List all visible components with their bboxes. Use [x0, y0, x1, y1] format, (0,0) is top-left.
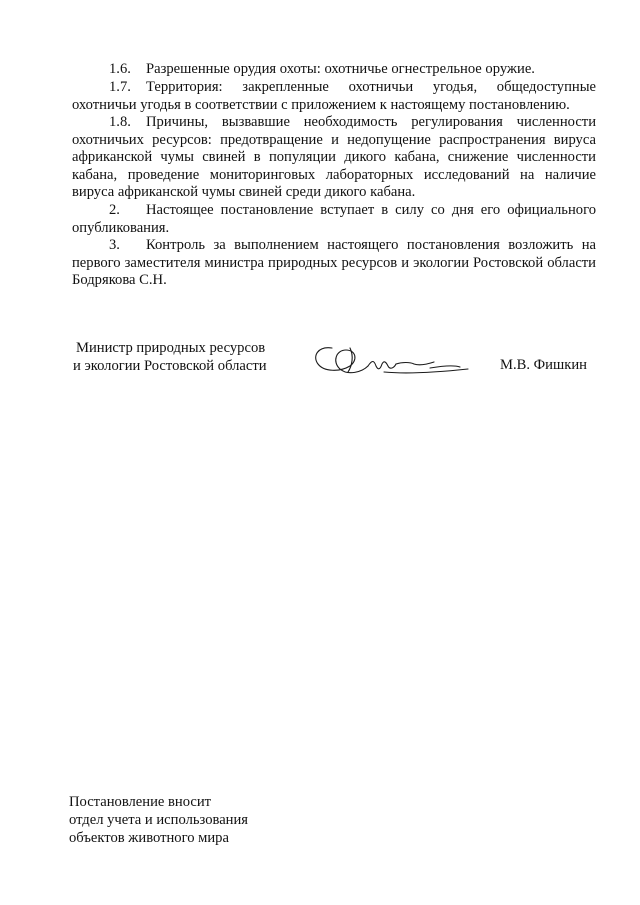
- clause-number: 1.8.: [109, 114, 131, 130]
- clause-text: Разрешенные орудия охоты: охотничье огнестрельное оружие.: [146, 61, 535, 77]
- signer-title-line-2: и экологии Ростовской области: [73, 357, 267, 374]
- clause-text: Территория: закрепленные охотничьи угодья, общедоступные охотничьи угодья в соответствии с приложением к настоящему постановлению.: [72, 79, 596, 113]
- signer-title: [73, 340, 267, 375]
- clause-number: 1.7.: [109, 79, 131, 95]
- clause-1-6: [72, 61, 596, 79]
- clause-3: [72, 237, 596, 290]
- signer-name: М.В. Фишкин: [500, 357, 587, 373]
- clause-2: [72, 202, 596, 237]
- clause-1-7: [72, 79, 596, 114]
- handwritten-signature: [310, 342, 470, 380]
- clause-text: Причины, вызвавшие необходимость регулирования численности охотничьих ресурсов: предотвращение и недопущение распространения вируса африканской чумы свиней в популяции дикого кабана, снижение численности кабана, проведение мониторинговых лабораторных исследований на наличие вируса африканской чумы свиней среди дикого кабана.: [72, 114, 596, 201]
- signer-title-line-1: Министр природных ресурсов: [76, 340, 266, 356]
- footer-note: [69, 793, 248, 847]
- clause-number: 1.6.: [109, 61, 131, 77]
- clause-number: 3.: [109, 237, 120, 253]
- clause-1-8: [72, 114, 596, 202]
- footer-line-3: объектов животного мира: [69, 830, 229, 846]
- clause-number: 2.: [109, 202, 120, 218]
- clause-text: Настоящее постановление вступает в силу со дня его официального опубликования.: [72, 202, 596, 236]
- footer-line-2: отдел учета и использования: [69, 812, 249, 828]
- clause-text: Контроль за выполнением настоящего постановления возложить на первого заместителя министра природных ресурсов и экологии Ростовской области Бодрякова С.Н.: [72, 237, 596, 289]
- footer-line-1: Постановление вносит: [69, 794, 212, 810]
